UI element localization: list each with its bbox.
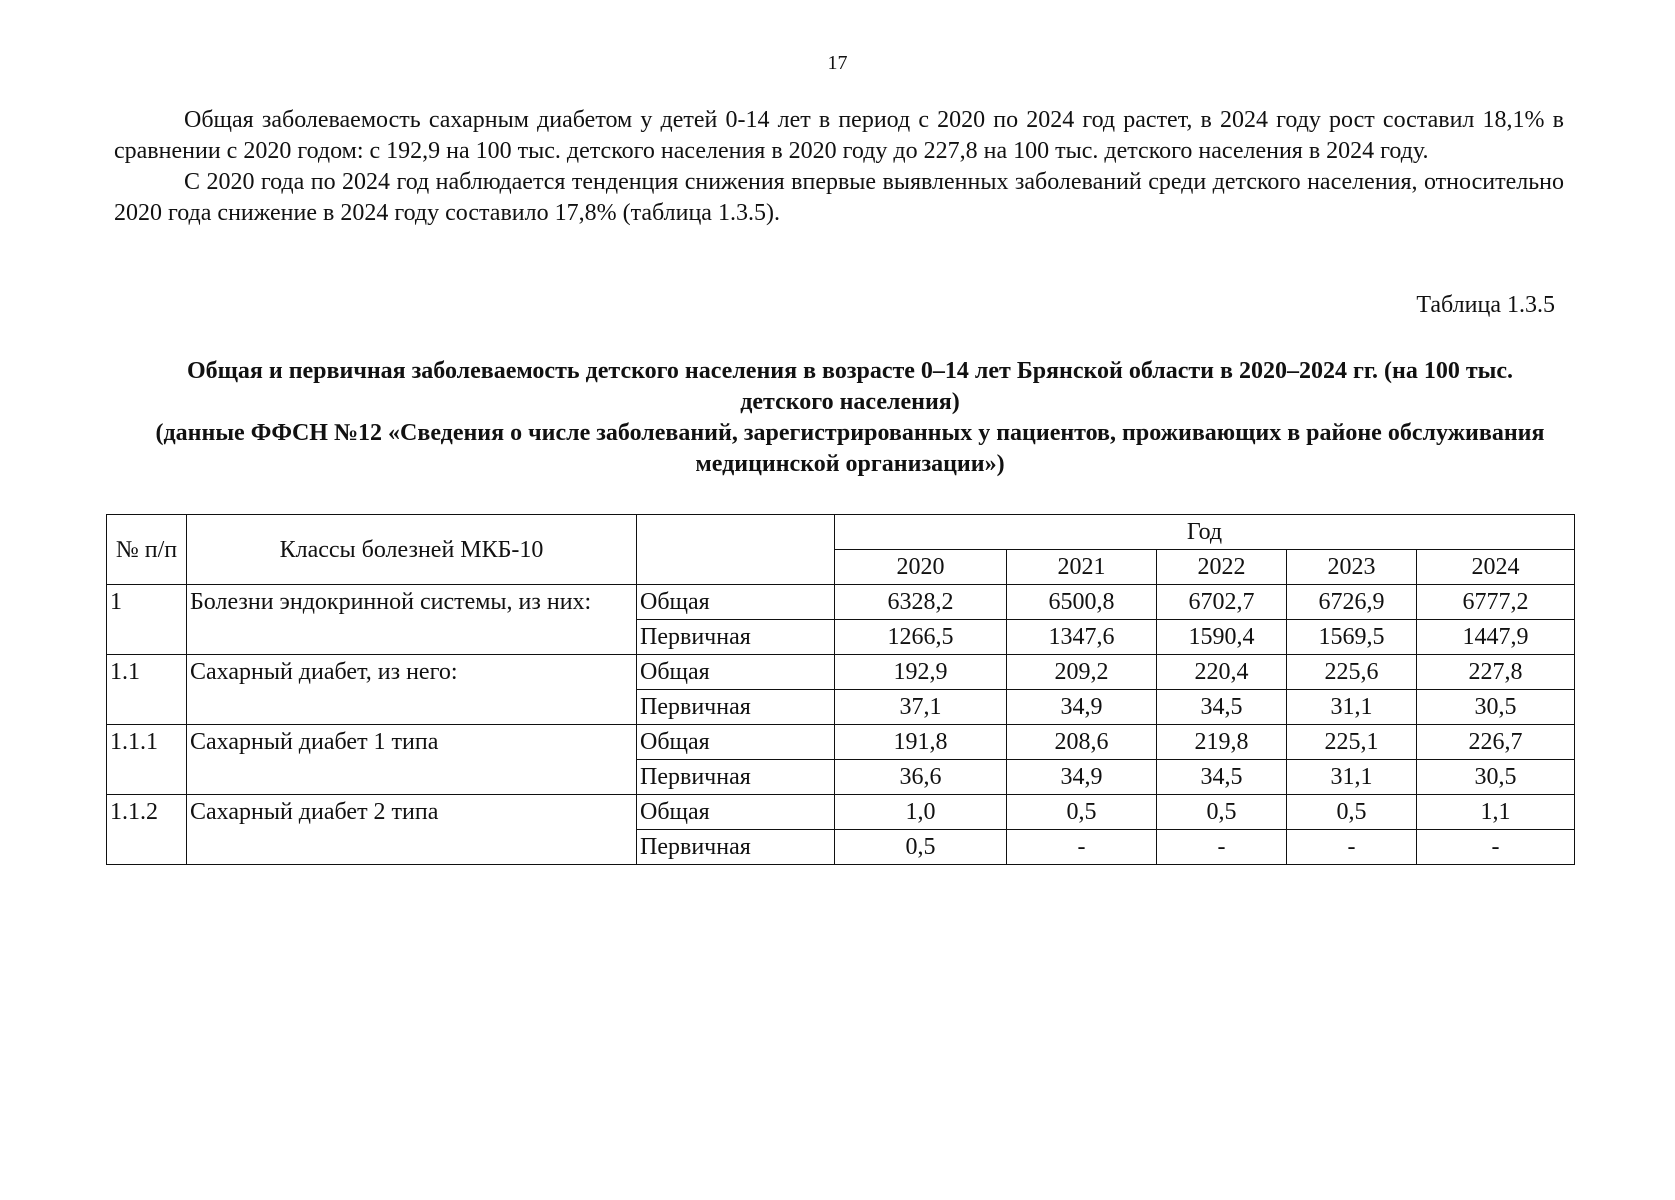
row-kind: Общая <box>637 795 835 830</box>
table-cell: 1590,4 <box>1157 620 1287 655</box>
table-cell: 191,8 <box>835 725 1007 760</box>
table-row <box>107 795 1575 830</box>
table-cell: 225,6 <box>1287 655 1417 690</box>
row-kind: Общая <box>637 655 835 690</box>
table-row <box>107 655 1575 690</box>
table-cell: 34,5 <box>1157 760 1287 795</box>
table-cell: 36,6 <box>835 760 1007 795</box>
table-cell: 1569,5 <box>1287 620 1417 655</box>
row-name: Сахарный диабет 1 типа <box>187 725 637 795</box>
row-kind: Первичная <box>637 760 835 795</box>
row-kind: Первичная <box>637 620 835 655</box>
table-cell: - <box>1157 830 1287 865</box>
row-num: 1.1.2 <box>107 795 187 865</box>
header-kind <box>637 515 835 585</box>
table-cell: 1266,5 <box>835 620 1007 655</box>
table-cell: 208,6 <box>1007 725 1157 760</box>
header-year-col: 2024 <box>1417 550 1575 585</box>
header-num: № п/п <box>107 515 187 585</box>
table-row <box>107 585 1575 620</box>
table-cell: 31,1 <box>1287 760 1417 795</box>
table-cell: 34,9 <box>1007 690 1157 725</box>
table-cell: 37,1 <box>835 690 1007 725</box>
row-num: 1 <box>107 585 187 655</box>
table-cell: 6777,2 <box>1417 585 1575 620</box>
table-cell: - <box>1007 830 1157 865</box>
body-text <box>114 105 1564 229</box>
table-title-line: Общая и первичная заболеваемость детского населения в возрасте 0–14 лет Брянской области в 2020–2024 гг. (на 100 тыс. детского населения) <box>186 358 1514 415</box>
row-name: Болезни эндокринной системы, из них: <box>187 585 637 655</box>
table-cell: 34,5 <box>1157 690 1287 725</box>
table-cell: 31,1 <box>1287 690 1417 725</box>
table-cell: 220,4 <box>1157 655 1287 690</box>
row-num: 1.1.1 <box>107 725 187 795</box>
table-title <box>150 356 1550 480</box>
table-cell: - <box>1417 830 1575 865</box>
table-cell: - <box>1287 830 1417 865</box>
table-reference: Таблица 1.3.5 <box>1416 292 1555 318</box>
table-cell: 219,8 <box>1157 725 1287 760</box>
row-num: 1.1 <box>107 655 187 725</box>
table-cell: 30,5 <box>1417 760 1575 795</box>
table-cell: 192,9 <box>835 655 1007 690</box>
row-kind: Первичная <box>637 830 835 865</box>
table-cell: 227,8 <box>1417 655 1575 690</box>
header-classes: Классы болезней МКБ-10 <box>187 515 637 585</box>
header-year-col: 2022 <box>1157 550 1287 585</box>
table-cell: 0,5 <box>1007 795 1157 830</box>
header-year: Год <box>835 515 1575 550</box>
row-name: Сахарный диабет, из него: <box>187 655 637 725</box>
row-kind: Общая <box>637 585 835 620</box>
page-number: 17 <box>827 52 848 74</box>
table-cell: 209,2 <box>1007 655 1157 690</box>
table-cell: 34,9 <box>1007 760 1157 795</box>
table-cell: 0,5 <box>835 830 1007 865</box>
table-row <box>107 725 1575 760</box>
table-cell: 30,5 <box>1417 690 1575 725</box>
row-name: Сахарный диабет 2 типа <box>187 795 637 865</box>
table-cell: 0,5 <box>1157 795 1287 830</box>
row-kind: Первичная <box>637 690 835 725</box>
paragraph: С 2020 года по 2024 год наблюдается тенденция снижения впервые выявленных заболеваний среди детского населения, относительно 2020 года снижение в 2024 году составило 17,8% (таблица 1.3.5). <box>114 169 1564 226</box>
table-cell: 1347,6 <box>1007 620 1157 655</box>
paragraph: Общая заболеваемость сахарным диабетом у детей 0-14 лет в период с 2020 по 2024 год растет, в 2024 году рост составил 18,1% в сравнении с 2020 годом: с 192,9 на 100 тыс. детского населения в 2020 году до 227,8 на 100 тыс. детского населения в 2024 году. <box>114 107 1564 164</box>
row-kind: Общая <box>637 725 835 760</box>
table-cell: 0,5 <box>1287 795 1417 830</box>
morbidity-table <box>106 514 1575 865</box>
header-year-col: 2020 <box>835 550 1007 585</box>
table-cell: 225,1 <box>1287 725 1417 760</box>
header-year-col: 2023 <box>1287 550 1417 585</box>
table-cell: 6500,8 <box>1007 585 1157 620</box>
table-cell: 1447,9 <box>1417 620 1575 655</box>
table-title-line: (данные ФФСН №12 «Сведения о числе заболеваний, зарегистрированных у пациентов, проживающих в районе обслуживания медицинской организации») <box>155 420 1545 477</box>
table-cell: 6726,9 <box>1287 585 1417 620</box>
table-cell: 226,7 <box>1417 725 1575 760</box>
table-cell: 6702,7 <box>1157 585 1287 620</box>
header-year-col: 2021 <box>1007 550 1157 585</box>
table-cell: 1,1 <box>1417 795 1575 830</box>
table-cell: 1,0 <box>835 795 1007 830</box>
table-cell: 6328,2 <box>835 585 1007 620</box>
